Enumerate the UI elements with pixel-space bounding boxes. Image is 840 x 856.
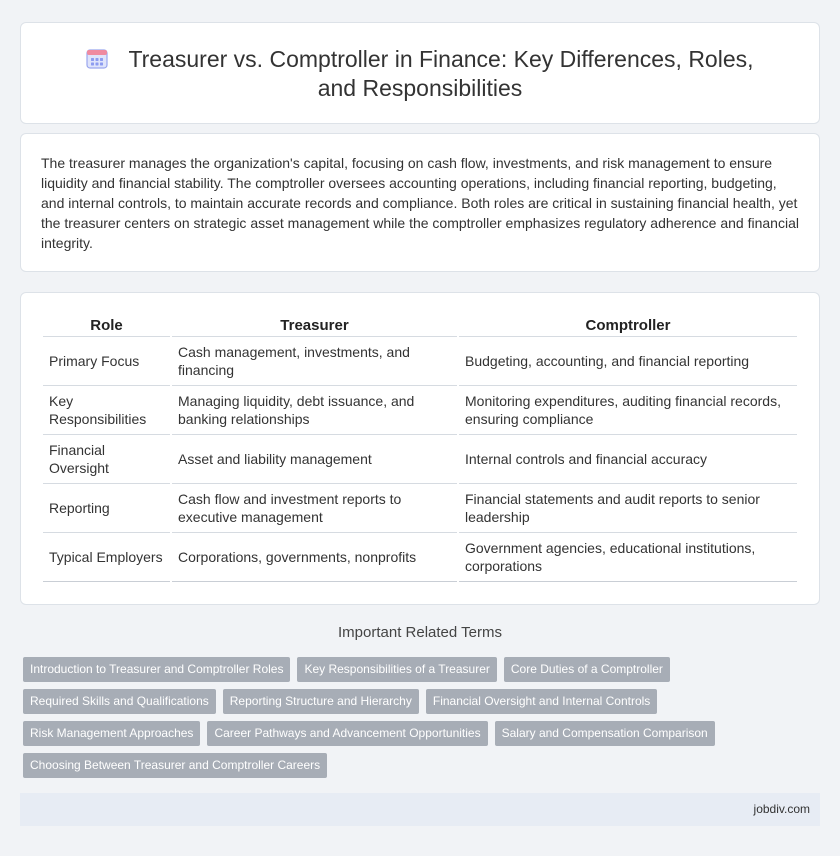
comparison-table xyxy=(41,311,799,582)
treasurer-cell: Asset and liability management xyxy=(172,435,457,484)
comptroller-cell: Monitoring expenditures, auditing financial records, ensuring compliance xyxy=(459,386,797,435)
related-term-link[interactable]: Required Skills and Qualifications xyxy=(23,689,216,714)
related-term-link[interactable]: Risk Management Approaches xyxy=(23,721,200,746)
comparison-card xyxy=(20,292,820,605)
related-term-link[interactable]: Key Responsibilities of a Treasurer xyxy=(297,657,496,682)
related-term-link[interactable]: Core Duties of a Comptroller xyxy=(504,657,670,682)
table-row xyxy=(43,337,797,386)
header-role: Role xyxy=(43,311,170,337)
intro-paragraph: The treasurer manages the organization's capital, focusing on cash flow, investments, and risk management to ensure liquidity and financial stability. The comptroller oversees accounting operations, including financial reporting, budgeting, and internal controls, to maintain accurate records and compliance. Both roles are critical in sustaining financial health, yet the treasurer centers on strategic asset management while the comptroller emphasizes regulatory adherence and financial integrity. xyxy=(41,155,799,251)
row-role-cell: Financial Oversight xyxy=(43,435,170,484)
related-term-link[interactable]: Salary and Compensation Comparison xyxy=(495,721,715,746)
row-role-cell: Typical Employers xyxy=(43,533,170,582)
comptroller-cell: Government agencies, educational institutions, corporations xyxy=(459,533,797,582)
footer xyxy=(20,793,820,826)
row-role-cell: Reporting xyxy=(43,484,170,533)
related-term-link[interactable]: Financial Oversight and Internal Controls xyxy=(426,689,657,714)
related-term-link[interactable]: Career Pathways and Advancement Opportunities xyxy=(207,721,487,746)
table-row xyxy=(43,386,797,435)
treasurer-cell: Cash flow and investment reports to executive management xyxy=(172,484,457,533)
row-role-cell: Key Responsibilities xyxy=(43,386,170,435)
intro-card xyxy=(20,133,820,272)
table-row xyxy=(43,484,797,533)
related-term-link[interactable]: Reporting Structure and Hierarchy xyxy=(223,689,419,714)
header-comptroller: Comptroller xyxy=(459,311,797,337)
related-terms-list xyxy=(23,657,823,785)
related-term-link[interactable]: Introduction to Treasurer and Comptroller Roles xyxy=(23,657,290,682)
tag-row xyxy=(23,689,823,714)
tag-row xyxy=(23,753,823,778)
treasurer-cell: Corporations, governments, nonprofits xyxy=(172,533,457,582)
page-title-text: Treasurer vs. Comptroller in Finance: Key Differences, Roles, and Responsibilities xyxy=(128,46,754,101)
table-header-row xyxy=(43,311,797,337)
calendar-icon xyxy=(86,47,108,69)
header-treasurer: Treasurer xyxy=(172,311,457,337)
related-terms-heading: Important Related Terms xyxy=(338,624,502,641)
row-role-cell: Primary Focus xyxy=(43,337,170,386)
comptroller-cell: Financial statements and audit reports to senior leadership xyxy=(459,484,797,533)
page-title xyxy=(21,45,819,103)
related-term-link[interactable]: Choosing Between Treasurer and Comptroller Careers xyxy=(23,753,327,778)
table-row xyxy=(43,533,797,582)
treasurer-cell: Cash management, investments, and financing xyxy=(172,337,457,386)
comptroller-cell: Budgeting, accounting, and financial reporting xyxy=(459,337,797,386)
treasurer-cell: Managing liquidity, debt issuance, and banking relationships xyxy=(172,386,457,435)
tag-row xyxy=(23,657,823,682)
table-row xyxy=(43,435,797,484)
header-card xyxy=(20,22,820,124)
tag-row xyxy=(23,721,823,746)
comptroller-cell: Internal controls and financial accuracy xyxy=(459,435,797,484)
footer-site-link[interactable]: jobdiv.com xyxy=(753,802,810,816)
